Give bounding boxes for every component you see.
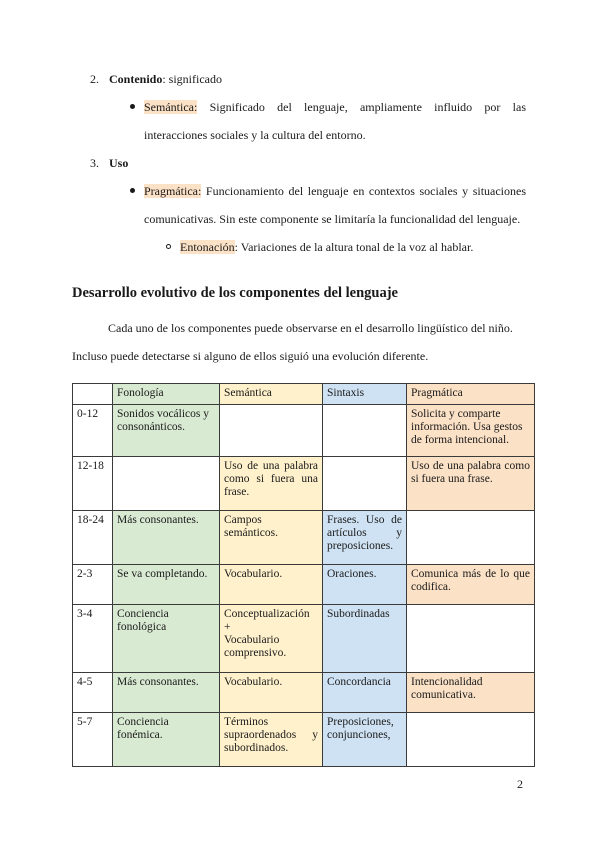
- age-cell: 4-5: [73, 673, 113, 713]
- table-row: [73, 605, 535, 673]
- pragmatica-cell: Uso de una palabra como si fuera una frase.: [407, 457, 535, 511]
- entonacion-line: Entonación: Variaciones de la altura tonal de la voz al hablar.: [180, 240, 474, 254]
- semantica-line-1: Semántica: Significado del lenguaje, ampliamente influido por las: [144, 100, 526, 114]
- sintaxis-cell: Subordinadas: [323, 605, 407, 673]
- semantica-cell: Uso de una palabra como si fuera una frase.: [220, 457, 323, 511]
- semantica-cell: Vocabulario.: [220, 565, 323, 605]
- fonologia-cell: Más consonantes.: [113, 673, 220, 713]
- page-number: 2: [517, 777, 523, 791]
- table-row: [73, 565, 535, 605]
- sintaxis-cell: [323, 405, 407, 457]
- bullet-dot-icon: [130, 104, 135, 109]
- paragraph-line-1: Cada uno de los componentes puede observarse en el desarrollo lingüístico del niño.: [108, 321, 513, 335]
- fonologia-cell: Sonidos vocálicos y consonánticos.: [113, 405, 220, 457]
- header-cell-empty: [73, 384, 113, 405]
- pragmatica-line-2: comunicativas. Sin este componente se limitaría la funcionalidad del lenguaje.: [144, 212, 521, 226]
- age-cell: 12-18: [73, 457, 113, 511]
- section-heading: Desarrollo evolutivo de los componentes del lenguaje: [72, 285, 398, 301]
- semantica-cell: [220, 605, 323, 673]
- language-development-table: [72, 383, 535, 767]
- list-number: 3.: [90, 156, 99, 170]
- list-item-title: Uso: [109, 156, 129, 170]
- age-cell: 0-12: [73, 405, 113, 457]
- pragmatica-cell: [407, 605, 535, 673]
- table-row: [73, 673, 535, 713]
- sintaxis-cell: [323, 457, 407, 511]
- sintaxis-cell: Frases. Uso de artículos y preposiciones.: [323, 511, 407, 565]
- pragmatica-cell: Intencionalidad comunicativa.: [407, 673, 535, 713]
- table-row: [73, 511, 535, 565]
- sintaxis-cell: Preposiciones, conjunciones,: [323, 713, 407, 767]
- header-cell-pragmatica: Pragmática: [407, 384, 535, 405]
- pragmatica-cell: [407, 511, 535, 565]
- semantica-term: Semántica:: [144, 100, 198, 114]
- bullet-dot-icon: [130, 188, 135, 193]
- age-cell: 3-4: [73, 605, 113, 673]
- list-item-rest: : significado: [162, 72, 222, 86]
- fonologia-cell: [113, 457, 220, 511]
- header-cell-fonologia: Fonología: [113, 384, 220, 405]
- fonologia-cell: Conciencia fonológica: [113, 605, 220, 673]
- pragmatica-line-1: Pragmática: Funcionamiento del lenguaje en contextos sociales y situaciones: [144, 184, 527, 198]
- sintaxis-cell: Oraciones.: [323, 565, 407, 605]
- pragmatica-cell: Comunica más de lo que codifica.: [407, 565, 535, 605]
- table-row: [73, 405, 535, 457]
- entonacion-term: Entonación: [180, 240, 235, 254]
- semantica-cell-line: Conceptualización: [224, 608, 310, 620]
- semantica-cell-line: +: [224, 621, 231, 633]
- pragmatica-term: Pragmática:: [144, 184, 202, 198]
- age-cell: 18-24: [73, 511, 113, 565]
- header-cell-sintaxis: Sintaxis: [323, 384, 407, 405]
- bullet-circle-icon: [166, 244, 171, 249]
- list-item-title: Contenido: [109, 72, 163, 86]
- fonologia-cell: Conciencia fonémica.: [113, 713, 220, 767]
- pragmatica-paragraph: [144, 184, 526, 198]
- semantica-cell-line: Vocabulario comprensivo.: [224, 634, 287, 659]
- sintaxis-cell: Concordancia: [323, 673, 407, 713]
- semantica-line-2: interacciones sociales y la cultura del entorno.: [144, 128, 366, 142]
- pragmatica-cell: [407, 713, 535, 767]
- list-item-uso: [90, 156, 128, 170]
- table-row: [73, 457, 535, 511]
- list-number: 2.: [90, 72, 99, 86]
- list-item-contenido: [90, 72, 222, 86]
- semantica-cell: Campos semánticos.: [220, 511, 323, 565]
- semantica-cell: Términos supraordenados y subordinados.: [220, 713, 323, 767]
- semantica-paragraph: [144, 100, 526, 114]
- pragmatica-cell: Solicita y comparte información. Usa gestos de forma intencional.: [407, 405, 535, 457]
- semantica-cell: Vocabulario.: [220, 673, 323, 713]
- age-cell: 2-3: [73, 565, 113, 605]
- table-header-row: [73, 384, 535, 405]
- age-cell: 5-7: [73, 713, 113, 767]
- fonologia-cell: Se va completando.: [113, 565, 220, 605]
- fonologia-cell: Más consonantes.: [113, 511, 220, 565]
- paragraph-line-2: Incluso puede detectarse si alguno de ellos siguió una evolución diferente.: [72, 349, 429, 363]
- table-row: [73, 713, 535, 767]
- header-cell-semantica: Semántica: [220, 384, 323, 405]
- semantica-cell: [220, 405, 323, 457]
